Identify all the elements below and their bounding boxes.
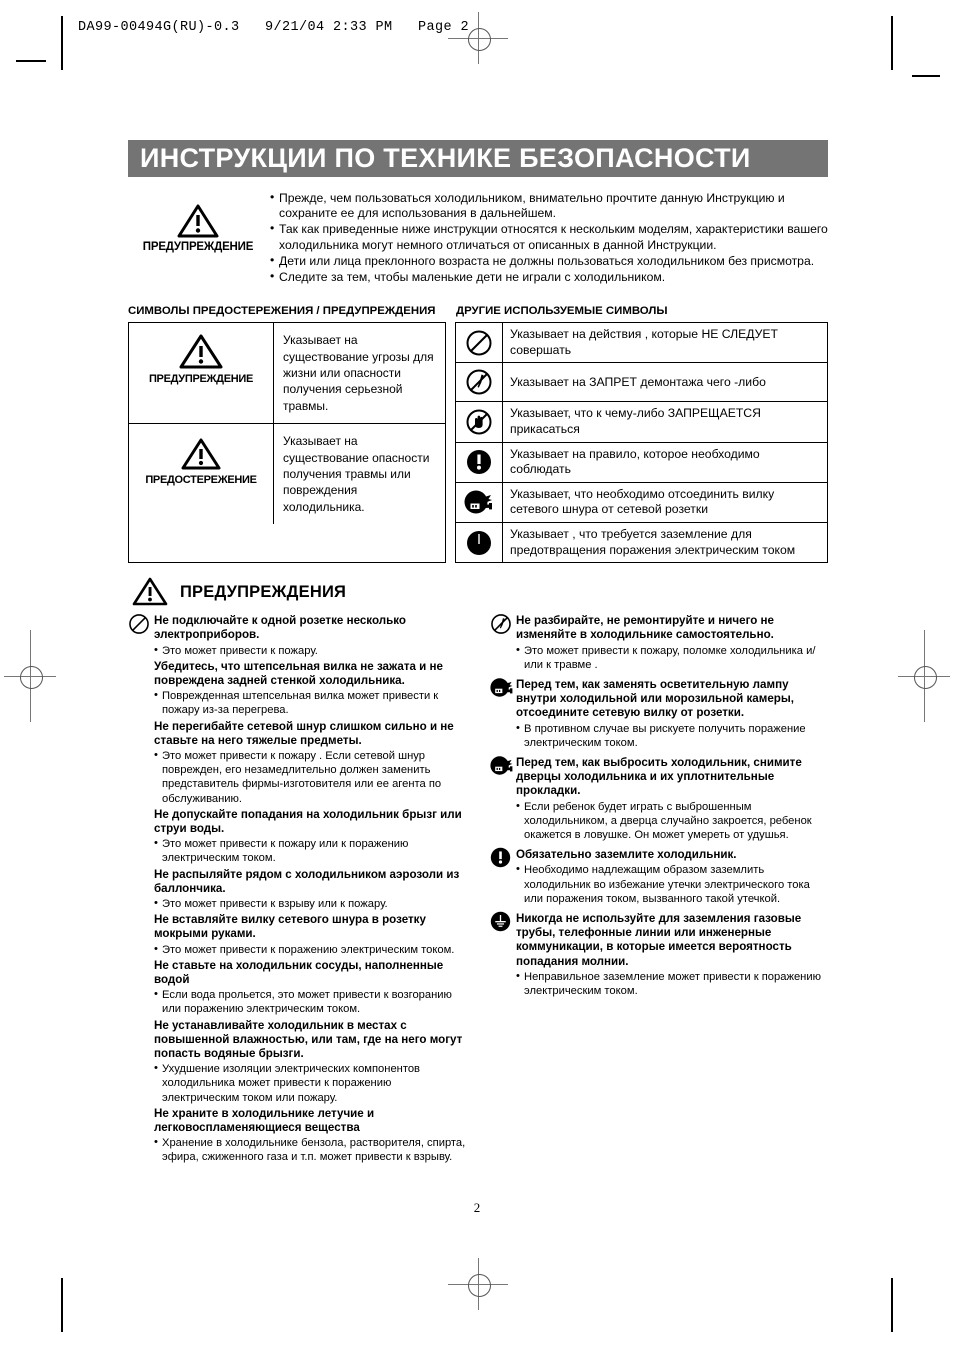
warning-heading: Обязательно заземлите холодильник. xyxy=(516,848,737,862)
warning-triangle-icon xyxy=(178,333,224,371)
symbol-description: Указывает, что необходимо отсоединить вилку сетевого шнура от сетевой розетки xyxy=(510,486,775,517)
warnings-left-column xyxy=(128,612,478,1169)
warning-heading: Убедитесь, что штепсельная вилка не зажата и не повреждена задней стенкой холодильника. xyxy=(154,659,443,687)
warning-heading: Не устанавливайте холодильник в местах с повышенной влажностью, или там, где на него могут попасть водяные брызги. xyxy=(154,1018,463,1061)
warning-heading: Не допускайте попадания на холодильник брызг или струи воды. xyxy=(154,807,462,835)
warning-bullet: • Это может привести к пожару или к поражению электрическим током. xyxy=(154,837,468,865)
warning-heading: Не разбирайте, не ремонтируйте и ничего не изменяйте в холодильнике самостоятельно. xyxy=(516,614,775,642)
warning-bullet: • Ухудшение изоляции электрических компонентов холодильника может привести к поражению электрическим током или пожару. xyxy=(154,1062,468,1105)
crop-mark-top-right-h xyxy=(912,75,940,77)
warnings-section-title: ПРЕДУПРЕЖДЕНИЯ xyxy=(180,582,347,601)
mandatory-exclamation-icon xyxy=(490,847,511,868)
caution-triangle-icon xyxy=(178,434,224,472)
warning-group-icon xyxy=(128,612,154,1167)
intro-bullet: • Прежде, чем пользоваться холодильником, внимательно прочтите данную Инструкцию и сохраните ее для использования в дальнейшем. xyxy=(270,191,828,221)
warning-group-icon xyxy=(490,754,516,844)
symbol-description: Указывает , что требуется заземление для предотвращения поражения электрическим током xyxy=(510,526,796,557)
grounding-icon xyxy=(490,911,511,932)
table-row xyxy=(129,323,445,423)
prohibition-icon xyxy=(465,329,493,357)
registration-mark-bottom xyxy=(448,1258,508,1310)
warning-heading: Перед тем, как заменять осветительную лампу внутри холодильной или морозильной камеры, отсоедините сетевую вилку от розетки. xyxy=(516,677,794,720)
intro-bullet: • Так как приведенные ниже инструкции относятся к нескольким моделям, характеристики вашего холодильника могут немного отличаться от описанных в данной Инструкции. xyxy=(270,222,828,252)
warning-triangle-icon xyxy=(177,203,219,239)
page-title: ИНСТРУКЦИИ ПО ТЕХНИКЕ БЕЗОПАСНОСТИ xyxy=(128,140,828,177)
table-row xyxy=(456,522,827,562)
warning-group-body xyxy=(516,612,828,674)
warning-heading: Не распыляйте рядом с холодильником аэрозоли из баллончика. xyxy=(154,867,460,895)
warning-group-body xyxy=(516,846,828,908)
warning-heading: Не подключайте к одной розетке несколько электроприборов. xyxy=(154,614,406,642)
warning-bullet: • Это может привести к пожару . Если сетевой шнур поврежден, его незамедлительно должен заменить представитель фирмы-изготовителя или ее агента по обслуживанию. xyxy=(154,749,468,806)
page-content xyxy=(128,140,828,1169)
symbol-cell xyxy=(456,363,503,401)
intro-bullet: • Следите за тем, чтобы маленькие дети не играли с холодильником. xyxy=(270,270,828,285)
crop-mark-top-right-v xyxy=(891,16,893,70)
no-touch-icon xyxy=(465,408,493,436)
no-disassembly-icon xyxy=(465,368,493,396)
warning-group-icon xyxy=(490,846,516,908)
warning-bullet: • Если вода прольется, это может привести к возгоранию или поражению электрическим током. xyxy=(154,988,468,1016)
unplug-icon xyxy=(464,489,494,515)
warning-group-body xyxy=(516,676,828,752)
other-symbols-table xyxy=(455,322,828,563)
warnings-section-header xyxy=(132,577,828,607)
table-row xyxy=(129,423,445,524)
symbol-description: Указывает на действия , которые НЕ СЛЕДУЕТ совершать xyxy=(510,327,778,357)
intro-warning-badge xyxy=(128,191,268,286)
warning-bullet: • Поврежденная штепсельная вилка может привести к пожару из-за перегрева. xyxy=(154,689,468,717)
symbol-tables xyxy=(128,322,828,563)
symbol-description: Указывает, что к чему-либо ЗАПРЕЩАЕТСЯ прикасаться xyxy=(510,406,761,436)
warning-group xyxy=(490,612,828,674)
intro-block xyxy=(128,191,828,286)
intro-bullet: • Дети или лица преклонного возраста не должны пользоваться холодильником без присмотра. xyxy=(270,254,828,269)
page-number: 2 xyxy=(473,1200,481,1215)
registration-mark-right xyxy=(898,630,950,722)
symbol-cell xyxy=(129,323,274,423)
warning-group xyxy=(490,910,828,1000)
crop-mark-top-left-h xyxy=(16,60,46,62)
warning-group-body xyxy=(516,754,828,844)
symbol-cell xyxy=(456,402,503,441)
intro-bullets xyxy=(268,191,828,286)
warning-group-icon xyxy=(490,676,516,752)
warning-bullet: • Это может привести к поражению электрическим током. xyxy=(154,943,468,957)
warning-bullet: • Хранение в холодильнике бензола, растворителя, спирта, эфира, сжиженного газа и т.п. может привести к взрыву. xyxy=(154,1136,468,1164)
warning-bullet: • Это может привести к пожару, поломке холодильника и/или к травме . xyxy=(516,644,828,672)
unplug-icon xyxy=(490,755,514,776)
warning-bullet: • В противном случае вы рискуете получить поражение электрическим током. xyxy=(516,722,828,750)
registration-mark-left xyxy=(4,630,56,722)
table-row xyxy=(456,401,827,441)
warning-group-body xyxy=(516,910,828,1000)
symbol-cell xyxy=(456,483,503,522)
mandatory-exclamation-icon xyxy=(466,449,492,475)
warning-symbols-table xyxy=(128,322,446,563)
symbols-right-heading: ДРУГИЕ ИСПОЛЬЗУЕМЫЕ СИМВОЛЫ xyxy=(456,305,668,318)
symbol-cell xyxy=(456,523,503,562)
warnings-columns xyxy=(128,612,828,1169)
warning-heading: Перед тем, как выбросить холодильник, снимите дверцы холодильника и их уплотнительные прокладки. xyxy=(516,755,802,798)
table-row xyxy=(456,323,827,362)
no-disassembly-icon xyxy=(490,613,512,635)
warning-bullet: • Неправильное заземление может привести к поражению электрическим током. xyxy=(516,970,828,998)
crop-mark-bottom-left-v xyxy=(61,1278,63,1332)
print-slug-line: DA99-00494G(RU)-0.3 9/21/04 2:33 PM Page 2 xyxy=(78,20,470,35)
warning-heading: Не храните в холодильнике летучие и легковоспламеняющиеся вещества xyxy=(154,1106,375,1135)
warning-bullet: • Необходимо надлежащим образом заземлить холодильник во избежание утечки электрического тока или поражения током, вызванного такой утечкой. xyxy=(516,863,828,906)
unplug-icon xyxy=(490,677,514,698)
grounding-required-icon xyxy=(466,530,492,556)
warning-bullet: • Это может привести к взрыву или к пожару. xyxy=(154,897,468,911)
warning-group-icon xyxy=(490,910,516,1000)
intro-warning-label: ПРЕДУПРЕЖДЕНИЕ xyxy=(142,241,254,253)
warning-heading: Не перегибайте сетевой шнур слишком сильно и не ставьте на него тяжелые предметы. xyxy=(154,719,454,747)
warning-group xyxy=(490,754,828,844)
slug-left-rule xyxy=(61,16,63,70)
warning-heading: Никогда не используйте для заземления газовые трубы, телефонные линии или инженерные коммуникации, в которые имеется вероятность попадания молнии. xyxy=(516,912,802,968)
warnings-right-column xyxy=(478,612,828,1169)
symbol-cell xyxy=(129,424,274,524)
warning-group xyxy=(490,676,828,752)
prohibition-icon xyxy=(128,613,150,635)
warning-heading: Не ставьте на холодильник сосуды, наполненные водой xyxy=(154,958,444,987)
warning-triangle-icon xyxy=(132,577,168,607)
table-row xyxy=(456,442,827,482)
table-row xyxy=(456,362,827,401)
symbol-cell xyxy=(456,323,503,362)
warning-group-icon xyxy=(490,612,516,674)
symbol-label: ПРЕДУПРЕЖДЕНИЕ xyxy=(148,373,254,386)
warning-group xyxy=(490,846,828,908)
symbol-table-headings xyxy=(128,305,828,317)
warning-heading: Не вставляйте вилку сетевого шнура в розетку мокрыми руками. xyxy=(154,913,426,941)
symbol-cell xyxy=(456,443,503,482)
crop-mark-bottom-right-v xyxy=(891,1278,893,1332)
symbol-description: Указывает на правило, которое необходимо соблюдать xyxy=(510,446,760,477)
symbol-description: Указывает на существование опасности получения травмы или повреждения холодильника. xyxy=(283,434,430,514)
symbols-left-heading: СИМВОЛЫ ПРЕДОСТЕРЕЖЕНИЯ / ПРЕДУПРЕЖДЕНИЯ xyxy=(128,305,436,318)
warning-bullet: • Это может привести к пожару. xyxy=(154,644,468,658)
symbol-label: ПРЕДОСТЕРЕЖЕНИЕ xyxy=(145,474,257,487)
warning-group xyxy=(128,612,468,1167)
symbol-description: Указывает на существование угрозы для жизни или опасности получения серьезной травмы. xyxy=(283,333,434,413)
table-row xyxy=(456,482,827,522)
symbol-description: Указывает на ЗАПРЕТ демонтажа чего -либо xyxy=(510,374,766,389)
warning-bullet: • Если ребенок будет играть с выброшенным холодильником, а дверца случайно закроется, ребенок окажется в ловушке. Он может умереть от удушья. xyxy=(516,800,828,843)
warning-group-body xyxy=(154,612,468,1167)
